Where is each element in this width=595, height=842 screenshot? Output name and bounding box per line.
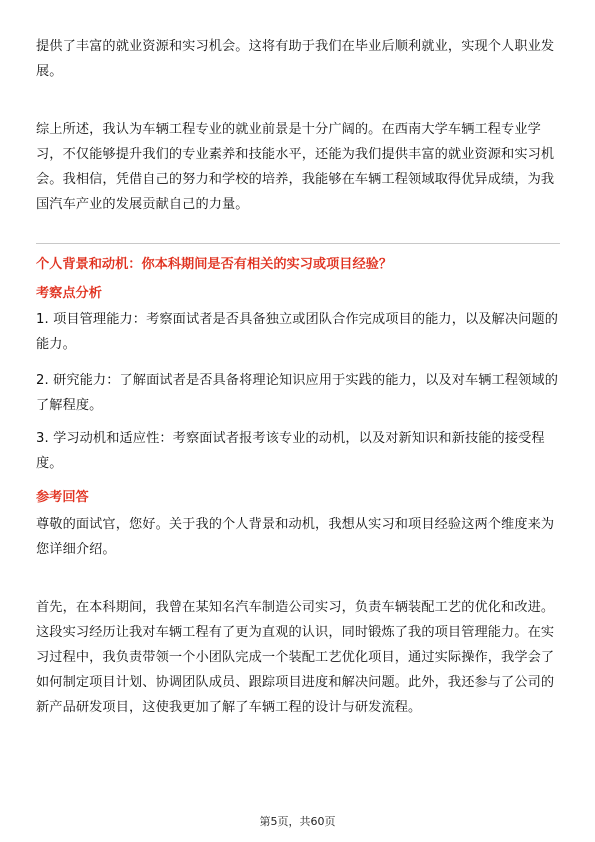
paragraph-text: 首先，在本科期间，我曾在某知名汽车制造公司实习，负责车辆装配工艺的优化和改进。这段实习经历让我对车辆工程有了更为直观的认识，同时锻炼了我的项目管理能力。在实习过程中，我负责带领一个小团队完成一个装配工艺优化项目，通过实际操作，我学会了如何制定项目计划、协调团队成员、跟踪项目进度和解决问题。此外，我还参与了公司的新产品研发项目，这使我更加了解了车辆工程的设计与研发流程。 (36, 600, 555, 715)
analysis-item-text: 3. 学习动机和适应性：考察面试者报考该专业的动机，以及对新知识和新技能的接受程度。 (36, 431, 545, 471)
analysis-heading (36, 283, 560, 305)
analysis-item (36, 368, 560, 418)
paragraph-text: 综上所述，我认为车辆工程专业的就业前景是十分广阔的。在西南大学车辆工程专业学习，不仅能够提升我们的专业素养和技能水平，还能为我们提供丰富的就业资源和实习机会。我相信，凭借自己的努力和学校的培养，我能够在车辆工程领域取得优异成绩，为我国汽车产业的发展贡献自己的力量。 (36, 122, 555, 212)
analysis-item (36, 307, 560, 357)
paragraph-text: 尊敬的面试官，您好。关于我的个人背景和动机，我想从实习和项目经验这两个维度来为您详细介绍。 (36, 517, 555, 557)
answer-heading-text: 参考回答 (36, 490, 89, 505)
analysis-item-text: 1. 项目管理能力：考察面试者是否具备独立或团队合作完成项目的能力，以及解决问题的能力。 (36, 312, 558, 352)
analysis-item (36, 426, 560, 476)
analysis-item-text: 2. 研究能力：了解面试者是否具备将理论知识应用于实践的能力，以及对车辆工程领域的了解程度。 (36, 373, 558, 413)
section-divider (36, 243, 560, 244)
paragraph-text: 提供了丰富的就业资源和实习机会。这将有助于我们在毕业后顺利就业，实现个人职业发展。 (36, 39, 555, 79)
answer-paragraph-intro (36, 512, 560, 562)
answer-paragraph-internship (36, 595, 560, 720)
analysis-heading-text: 考察点分析 (36, 286, 102, 301)
answer-heading (36, 487, 560, 509)
page-number: 第5页，共60页 (259, 815, 336, 828)
question-text: 个人背景和动机：你本科期间是否有相关的实习或项目经验？ (36, 257, 393, 272)
paragraph-employment-resources (36, 34, 560, 84)
paragraph-conclusion (36, 117, 560, 217)
question-heading (36, 254, 560, 276)
